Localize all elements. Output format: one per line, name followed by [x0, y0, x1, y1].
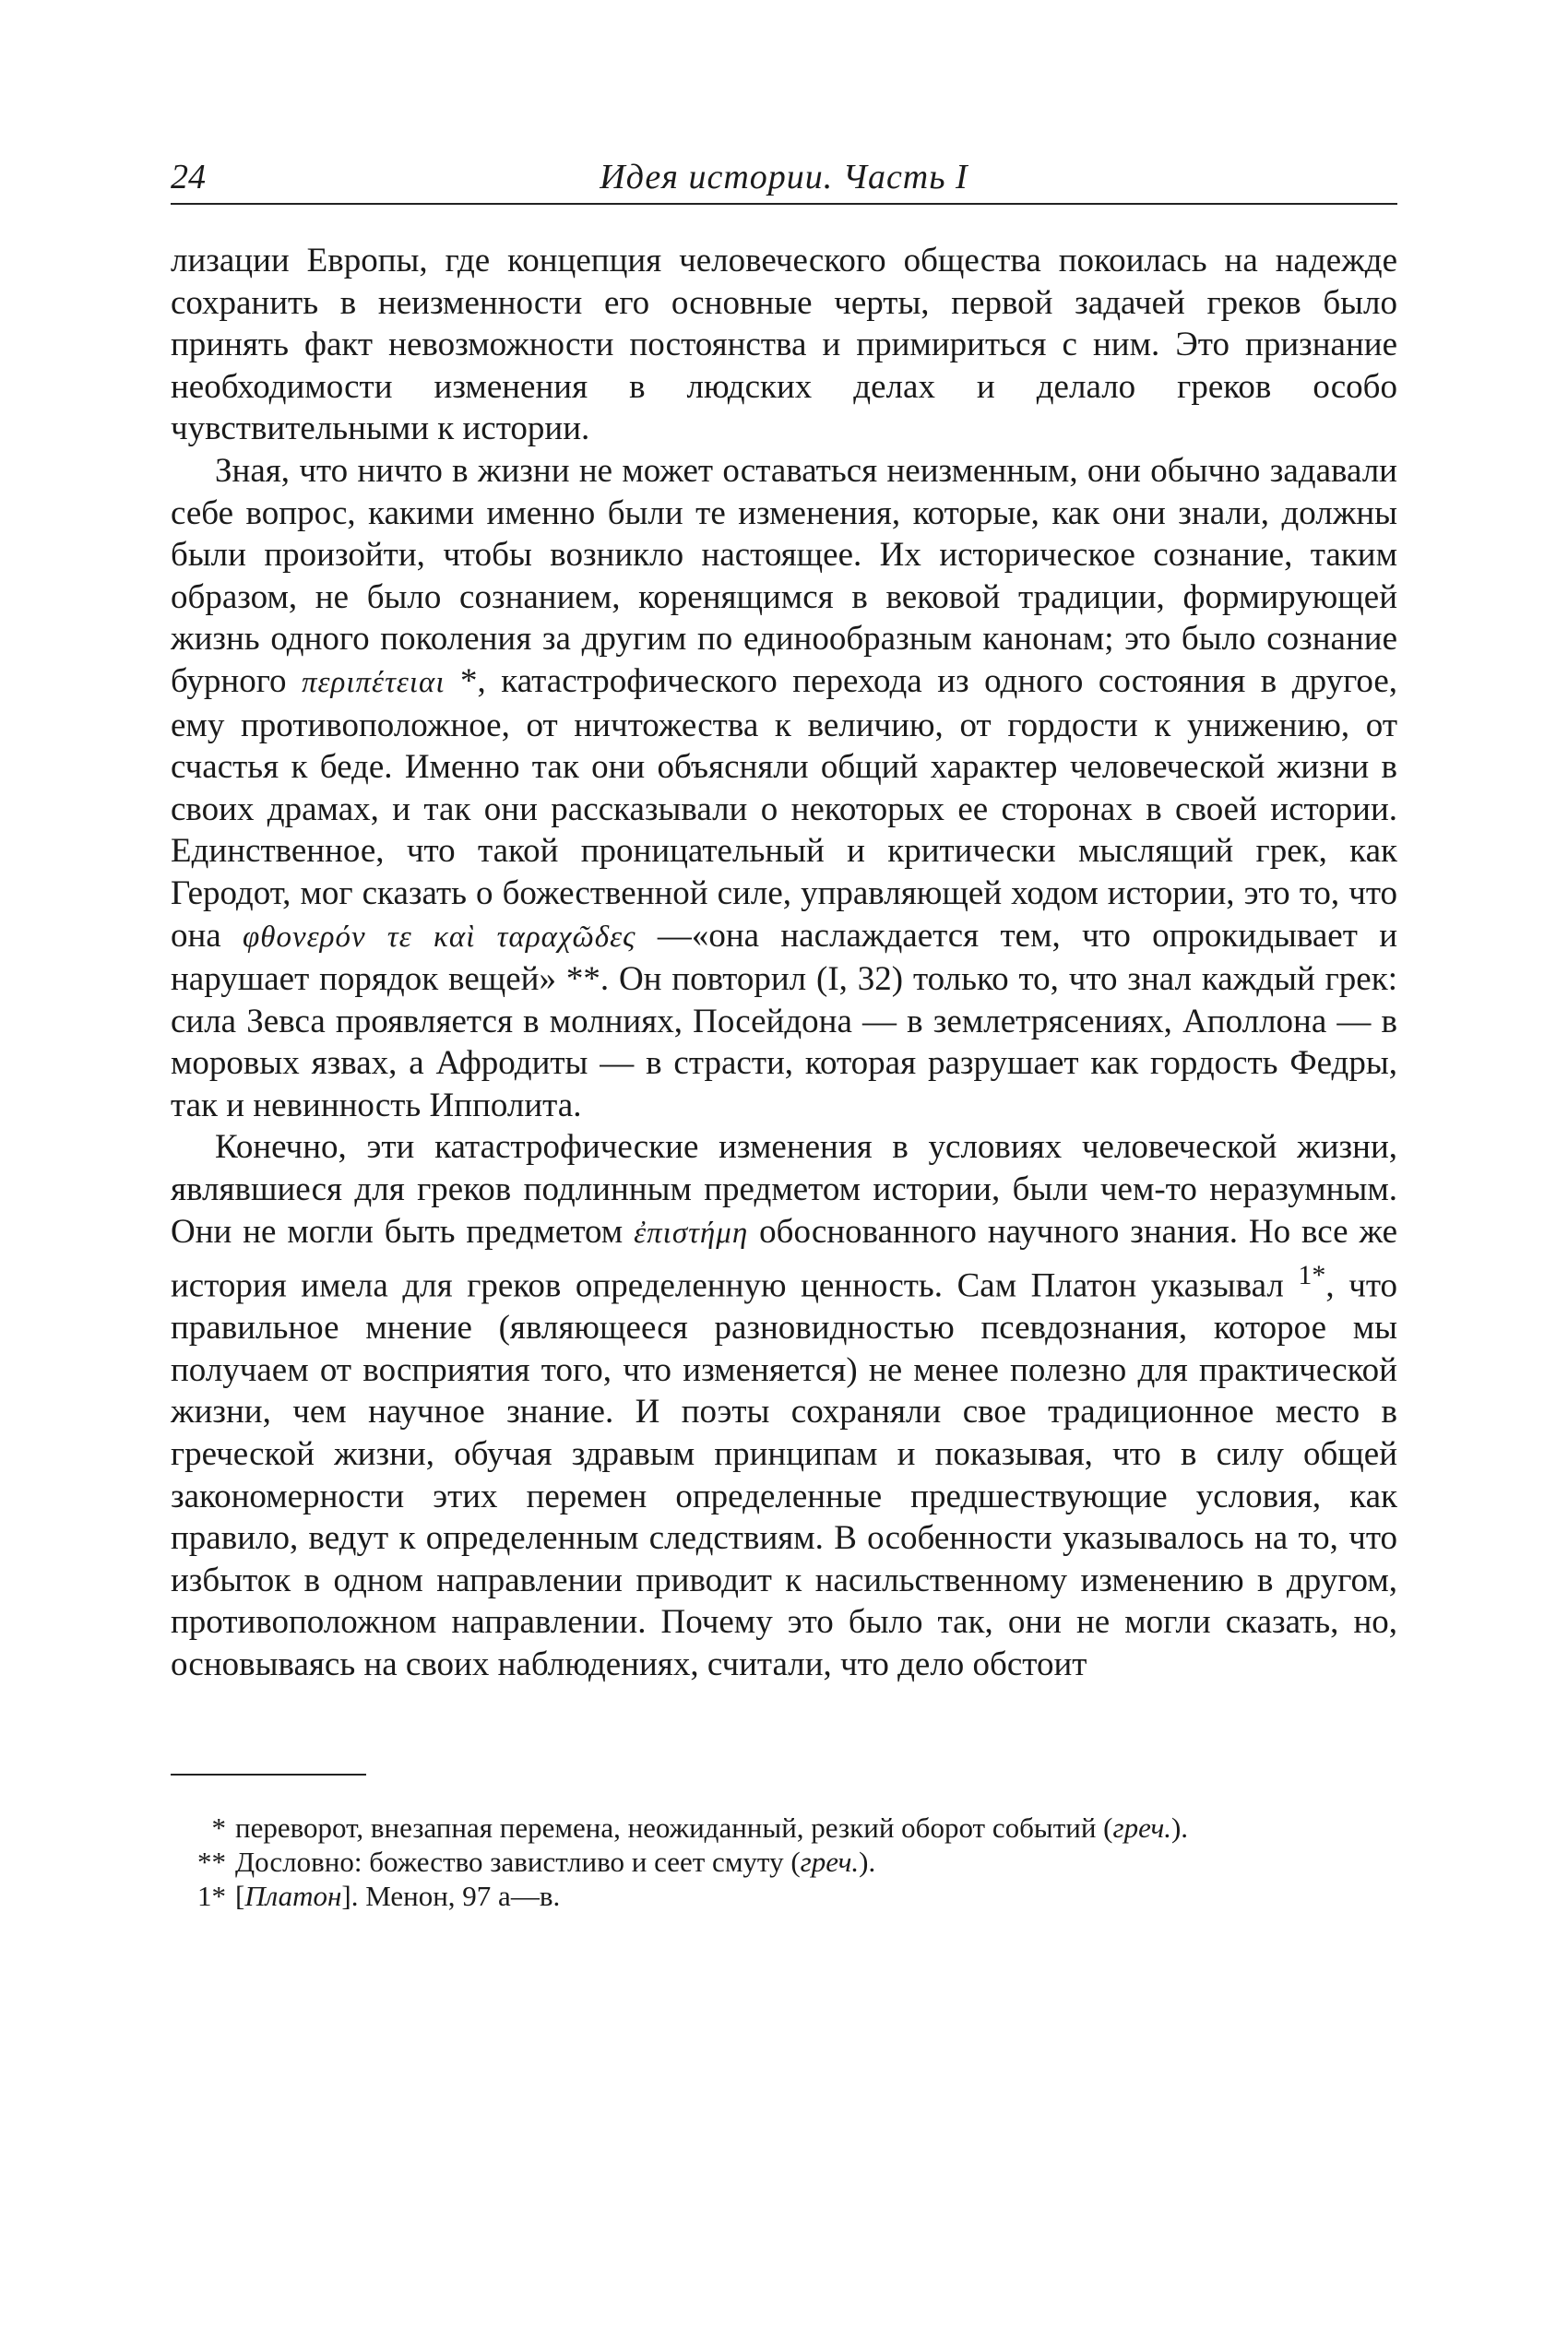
main-text: [171, 240, 1397, 1686]
footnotes: [171, 1811, 1397, 1913]
footnote-text: переворот, внезапная перемена, неожиданный, резкий оборот событий (: [235, 1811, 1113, 1844]
text-segment: Зная, что ничто в жизни не может оставаться неизменным, они обычно задавали себе вопрос, какими именно были те изменения, которые, как они знали, должны были произойти, чтобы возникло настоящее. Их историческое сознание, таким образом, не было сознанием, коренящимся в вековой традиции, формирующей жизнь одного поколения за другим по единообразным канонам; это было сознание бурного: [171, 451, 1397, 700]
footnote-item: [189, 1879, 1397, 1913]
book-page: [171, 148, 1397, 1913]
text-segment: —«она наслаждается тем, что опрокидывает и нарушает порядок вещей» **. Он повторил (I, 32) только то, что знал каждый грек: сила Зевса проявляется в молниях, Посейдона — в землетрясениях, Аполлона — в моровых язвах, а Афродиты — в страсти, которая разрушает как гордость Федры, так и невинность Ипполита.: [171, 916, 1397, 1124]
footnote-lang: Платон: [244, 1879, 342, 1912]
text-segment: *, катастрофического перехода из одного состояния в другое, ему противоположное, от ничтожества к величию, от гордости к унижению, от счастья к беде. Именно так они объясняли общий характер человеческой жизни в своих драмах, и так они рассказывали о некоторых ее сторонах в своей истории. Единственное, что такой проницательный и критически мыслящий грек, как Геродот, мог сказать о божественной силе, управляющей ходом истории, это то, что она: [171, 661, 1397, 955]
paragraph-2: [171, 450, 1397, 1127]
footnote-tail: ).: [859, 1845, 876, 1878]
page-header: [171, 148, 1397, 205]
text-segment: Конечно, эти катастрофические изменения в условиях человеческой жизни, являвшиеся для греков подлинным предметом истории, были чем-то неразумным. Они не могли быть предметом: [171, 1128, 1397, 1251]
footnote-text: [: [235, 1879, 245, 1912]
footnote-mark: *: [211, 1811, 226, 1844]
page-number: 24: [171, 158, 206, 196]
text-segment: лизации Европы, где концепция человеческого общества покоилась на надежде сохранить в неизменности его основные черты, первой задачей греков было принять факт невозможности постоянства и примириться с ним. Это признание необходимости изменения в людских делах и делало греков особо чувствительными к истории.: [171, 242, 1397, 448]
paragraph-1: [171, 240, 1397, 450]
footnote-divider: [171, 1774, 366, 1776]
footnote-tail: ]. Менон, 97 a—в.: [341, 1879, 561, 1912]
paragraph-3: [171, 1126, 1397, 1685]
text-segment: , что правильное мнение (являющееся разновидностью псевдознания, которое мы получаем от восприятия того, что изменяется) не менее полезно для практической жизни, чем научное знание. И поэты сохраняли свое традиционное место в греческой жизни, обучая здравым принципам и показывая, что в силу общей закономерности этих перемен определенные предшествующие условия, как правило, ведут к определенным следствиям. В особенности указывалось на то, что избыток в одном направлении приводит к насильственному изменению в другом, противоположном направлении. Почему это было так, они не могли сказать, но, основываясь на своих наблюдениях, считали, что дело обстоит: [171, 1266, 1397, 1683]
footnote-item: [189, 1845, 1397, 1879]
footnote-text: Дословно: божество завистливо и сеет смуту (: [235, 1845, 801, 1878]
footnote-tail: ).: [1170, 1811, 1189, 1844]
greek-quote-herodotus: φθονερόν τε καὶ ταραχῶδες: [243, 920, 636, 954]
footnote-lang: греч.: [1112, 1811, 1171, 1844]
running-title: Идея истории. Часть I: [600, 158, 968, 196]
greek-term-episteme: ἐπιστήμη: [634, 1216, 749, 1250]
footnote-mark: 1*: [197, 1879, 226, 1912]
footnote-reference: 1*: [1298, 1260, 1326, 1291]
greek-term-peripeteiai: περιπέτειαι: [301, 665, 445, 699]
footnote-mark: **: [197, 1845, 226, 1878]
footnote-item: [189, 1811, 1397, 1845]
text-segment: обоснованного научного знания. Но все же история имела для греков определенную ценность. Сам Платон указывал: [171, 1212, 1397, 1305]
footnote-lang: греч.: [800, 1845, 860, 1878]
